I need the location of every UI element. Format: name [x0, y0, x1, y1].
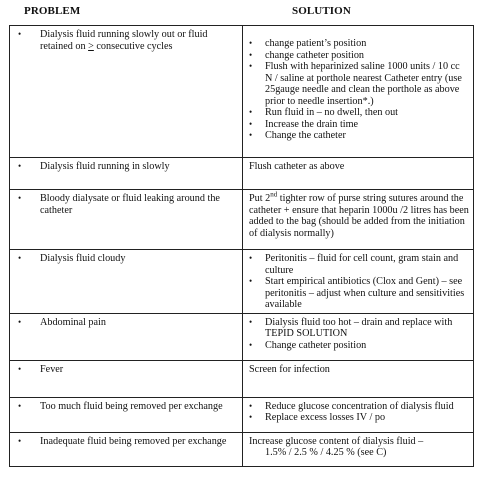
problem-column-header: PROBLEM	[24, 5, 81, 17]
problem-text: Bloody dialysate or fluid leaking around the catheter	[40, 193, 220, 216]
solution-cell	[243, 190, 474, 250]
list-item: • Change the catheter	[249, 130, 346, 141]
solution-text: Put 2nd tighter row of purse string sutures around the catheter + ensure that heparin 1000u /2 litres has been added to the bag (should be added from the initiation of dialysis normally)	[249, 190, 469, 239]
list-item: • Replace excess losses IV / po	[249, 412, 386, 423]
problem-cell	[10, 360, 243, 397]
problem-cell	[10, 397, 243, 432]
table-row	[10, 432, 474, 466]
solution-cell	[243, 313, 474, 360]
table-row	[10, 250, 474, 314]
table-row	[10, 397, 474, 432]
problem-text: Dialysis fluid cloudy	[40, 253, 126, 264]
bullet: •	[18, 29, 22, 39]
problem-cell	[10, 190, 243, 250]
bullet: •	[18, 193, 22, 203]
list-item: • Peritonitis – fluid for cell count, gram stain and culture	[249, 253, 459, 276]
problem-cell	[10, 313, 243, 360]
solution-cell	[243, 158, 474, 190]
solution-text: Flush catheter as above	[249, 161, 345, 172]
table-row	[10, 26, 474, 158]
list-item: • Increase the drain time	[249, 118, 359, 130]
problem-text: Inadequate fluid being removed per exchange	[40, 435, 227, 447]
solution-cell	[243, 250, 474, 314]
glucose-options: 1.5% / 2.5 % / 4.25 % (see C)	[265, 447, 387, 458]
list-item: • Reduce glucose concentration of dialysis fluid	[249, 400, 454, 412]
problem-cell	[10, 26, 243, 158]
table-row	[10, 158, 474, 190]
problem-cell	[10, 158, 243, 190]
solution-cell	[243, 432, 474, 466]
list-item: • Run fluid in – no dwell, then out	[249, 107, 398, 118]
troubleshooting-table	[9, 25, 474, 467]
problem-text: Fever	[40, 363, 64, 375]
solution-cell	[243, 360, 474, 397]
list-item: • change patient’s position	[249, 38, 367, 49]
list-item: • Start empirical antibiotics (Clox and Gent) – see peritonitis – adjust when culture and sensitivities available	[249, 276, 465, 310]
bullet: •	[18, 316, 22, 327]
problem-cell	[10, 432, 243, 466]
problem-text: Too much fluid being removed per exchange	[40, 400, 223, 412]
table-row	[10, 190, 474, 250]
bullet: •	[18, 363, 22, 374]
greater-equal-symbol: >	[88, 40, 94, 52]
list-item: • Change catheter position	[249, 339, 367, 351]
list-item: • change catheter position	[249, 49, 365, 61]
bullet: •	[18, 400, 22, 411]
solution-cell	[243, 397, 474, 432]
solution-text: Increase glucose content of dialysis fluid – 1.5% / 2.5 % / 4.25 % (see C)	[243, 433, 473, 461]
problem-text: Dialysis fluid running in slowly	[40, 161, 170, 172]
bullet: •	[18, 253, 22, 263]
solution-text: Screen for infection	[249, 363, 330, 375]
bullet: •	[18, 161, 22, 171]
table-row	[10, 360, 474, 397]
bullet: •	[18, 435, 22, 446]
problem-text: Dialysis fluid running slowly out or fluid retained on > consecutive cycles	[40, 29, 208, 52]
table-row	[10, 313, 474, 360]
problem-cell	[10, 250, 243, 314]
solution-column-header: SOLUTION	[292, 5, 351, 17]
solution-cell	[243, 26, 474, 158]
list-item: • Dialysis fluid too hot – drain and replace with TEPID SOLUTION	[249, 316, 453, 339]
problem-text: Abdominal pain	[40, 316, 106, 328]
list-item: • Flush with heparinized saline 1000 units / 10 cc N / saline at porthole nearest Catheter entry (use 25gauge needle and clean the porthole as above prior to needle insertion*.)	[249, 61, 462, 107]
